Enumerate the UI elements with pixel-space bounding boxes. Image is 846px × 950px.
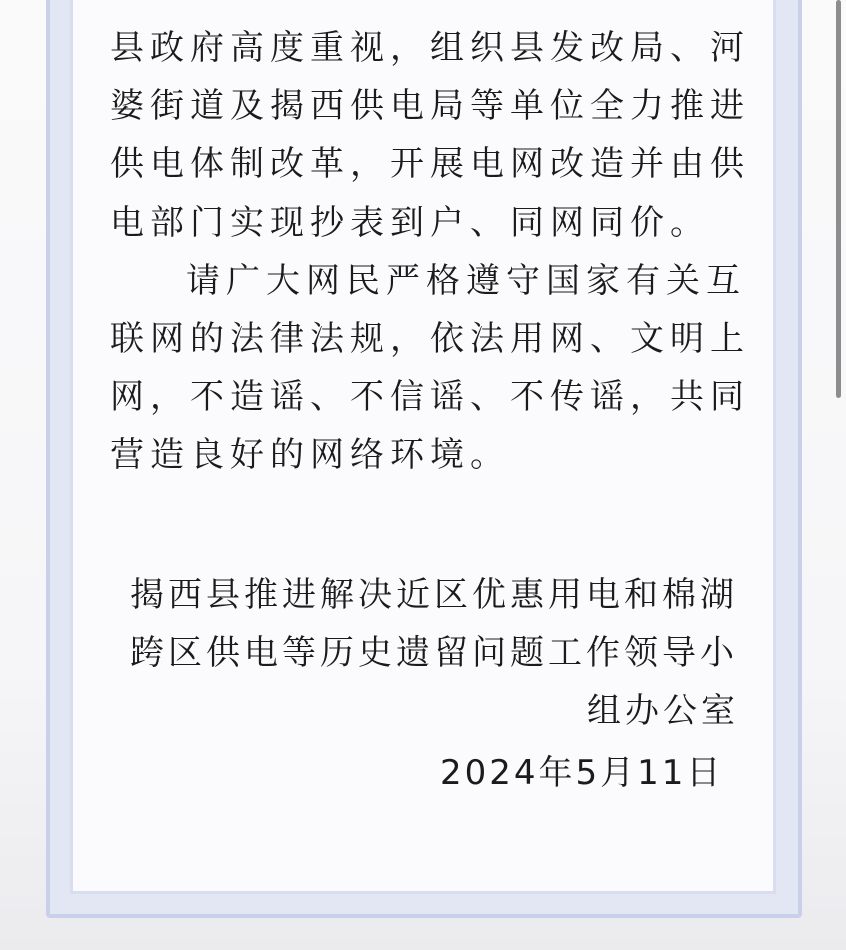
paragraph-2-line: 网，不造谣、不信谣、不传谣，共同: [110, 377, 750, 417]
document-paper: [70, 0, 776, 894]
paragraph-2-line: 请广大网民严格遵守国家有关互: [186, 261, 746, 301]
paragraph-2-line: 联网的法律法规，依法用网、文明上: [110, 319, 750, 359]
signature-line: 跨区供电等历史遗留问题工作领导小: [130, 633, 738, 673]
scrollbar-thumb[interactable]: [836, 0, 841, 398]
signature-line: 组办公室: [587, 691, 739, 731]
paragraph-1-line: 电部门实现抄表到户、同网同价。: [110, 203, 710, 243]
paragraph-1-line: 婆街道及揭西供电局等单位全力推进: [110, 86, 750, 126]
signature-date: 2024年5月11日: [440, 753, 724, 793]
paragraph-1-line: 供电体制改革，开展电网改造并由供: [110, 144, 750, 184]
paragraph-2-line: 营造良好的网络环境。: [110, 435, 510, 475]
signature-line: 揭西县推进解决近区优惠用电和棉湖: [130, 575, 738, 615]
paragraph-1-line: 县政府高度重视，组织县发改局、河: [110, 28, 750, 68]
